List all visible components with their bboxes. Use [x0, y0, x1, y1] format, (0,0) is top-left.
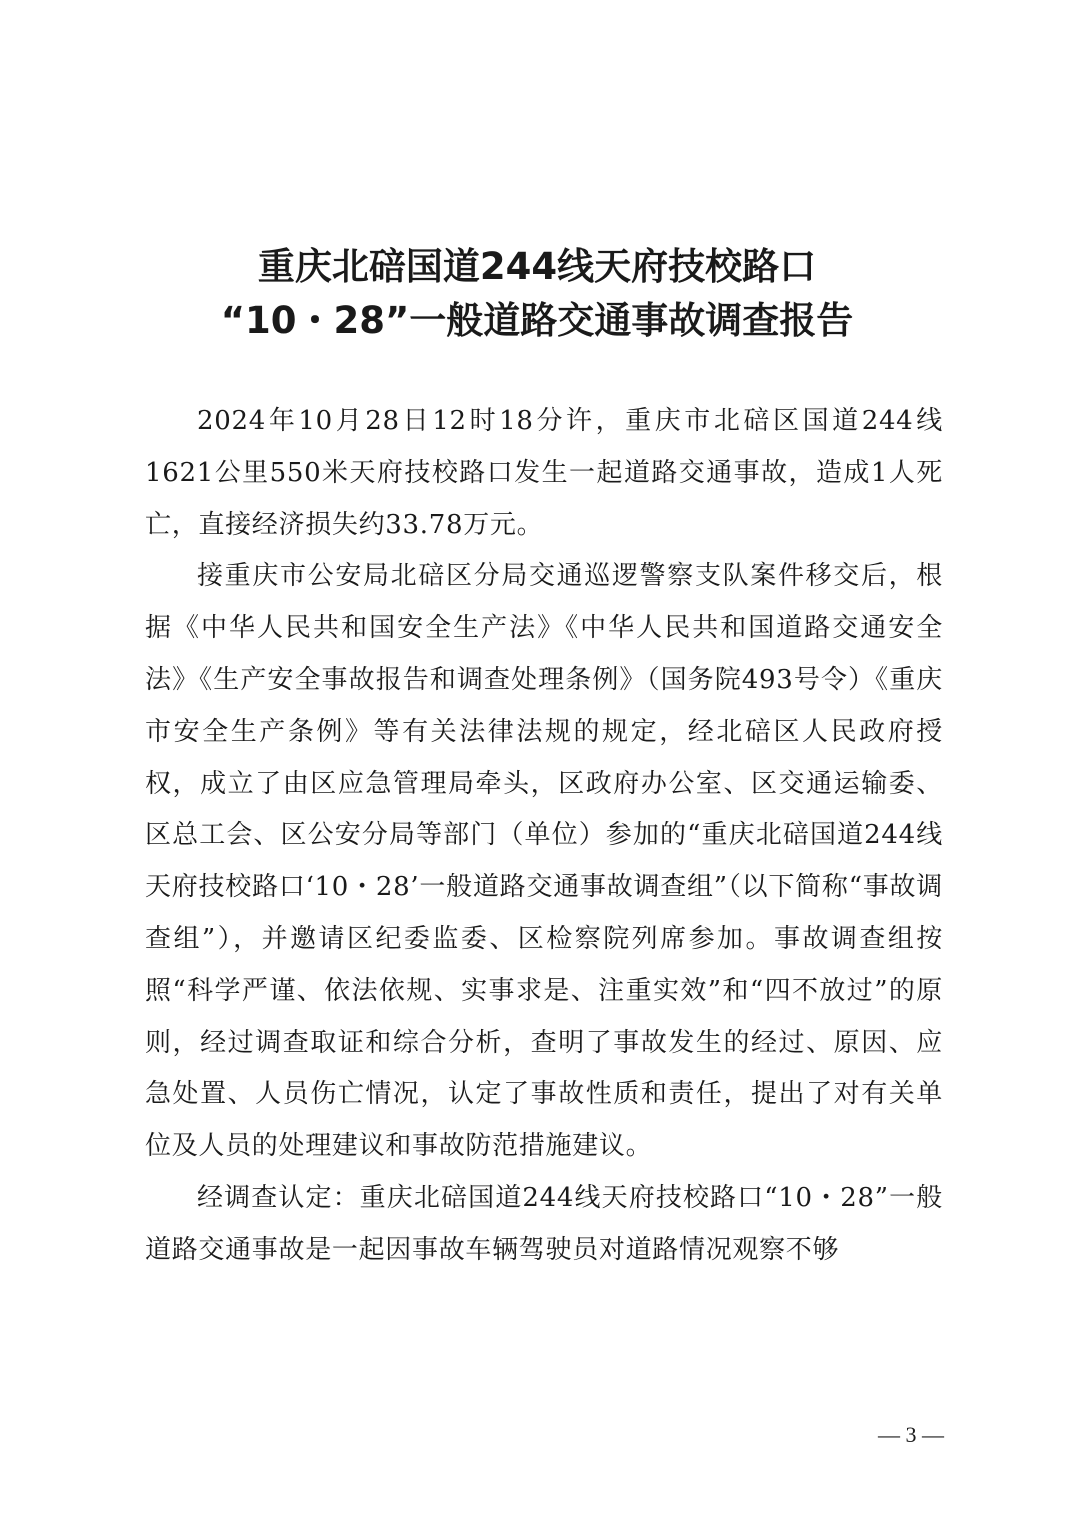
- document-title: [0, 240, 1074, 348]
- page-number: — 3 —: [878, 1422, 944, 1447]
- paragraph-2: 接重庆市公安局北碚区分局交通巡逻警察支队案件移交后，根据《中华人民共和国安全生产法》《中华人民共和国道路交通安全法》《生产安全事故报告和调查处理条例》（国务院493号令）《重庆市安全生产条例》等有关法律法规的规定，经北碚区人民政府授权，成立了由区应急管理局牵头，区政府办公室、区交通运输委、区总工会、区公安分局等部门（单位）参加的“重庆北碚国道244线天府技校路口‘10・28’一般道路交通事故调查组”（以下简称“事故调查组”），并邀请区纪委监委、区检察院列席参加。事故调查组按照“科学严谨、依法依规、实事求是、注重实效”和“四不放过”的原则，经过调查取证和综合分析，查明了事故发生的经过、原因、应急处置、人员伤亡情况，认定了事故性质和责任，提出了对有关单位及人员的处理建议和事故防范措施建议。: [145, 561, 943, 1162]
- paragraph-1: 2024年10月28日12时18分许，重庆市北碚区国道244线1621公里550米天府技校路口发生一起道路交通事故，造成1人死亡，直接经济损失约33.78万元。: [145, 406, 943, 540]
- body-text: [145, 396, 943, 1277]
- title-line-2: “10・28”一般道路交通事故调查报告: [220, 299, 854, 342]
- paragraph-3: 经调查认定：重庆北碚国道244线天府技校路口“10・28”一般道路交通事故是一起因事故车辆驾驶员对道路情况观察不够: [145, 1182, 943, 1265]
- title-line-1: 重庆北碚国道244线天府技校路口: [257, 245, 817, 288]
